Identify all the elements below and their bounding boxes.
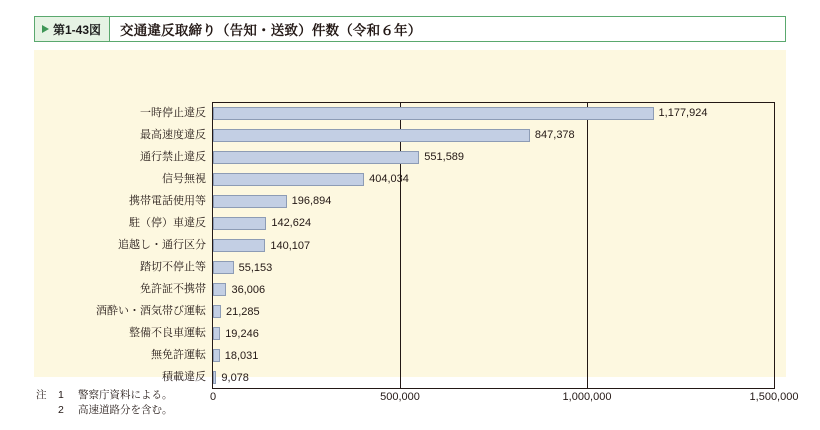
bar [213, 305, 221, 318]
note-number: 1 [58, 389, 64, 401]
figure-number-tag [35, 17, 110, 41]
note-number: 2 [58, 404, 64, 416]
note-text: 高速道路分を含む。 [78, 404, 173, 416]
category-axis-labels [34, 102, 206, 389]
category-label: 信号無視 [162, 172, 206, 185]
category-label: 駐（停）車違反 [129, 216, 206, 229]
bar-row [213, 283, 265, 296]
bar-row [213, 371, 249, 384]
bar-value-label: 140,107 [270, 239, 311, 252]
note-label: 注 [36, 389, 47, 401]
play-triangle-icon [42, 25, 49, 33]
note-line [36, 403, 173, 418]
x-tick-label: 1,000,000 [562, 391, 612, 403]
bar-value-label: 404,034 [369, 173, 409, 186]
bar-value-label: 21,285 [225, 305, 260, 318]
bar-row [213, 151, 464, 164]
bar-value-label: 19,246 [225, 327, 259, 340]
figure-notes [36, 388, 173, 418]
category-label: 積載違反 [162, 371, 206, 384]
bar-row [213, 107, 707, 120]
bar-value-label: 196,894 [291, 195, 332, 208]
bar [213, 371, 216, 384]
bar-value-label: 36,006 [231, 283, 266, 296]
bar-row [213, 327, 259, 340]
bar [213, 327, 220, 340]
bar-value-label: 1,177,924 [658, 107, 708, 120]
category-label: 踏切不停止等 [140, 261, 206, 274]
bar-series [213, 102, 774, 389]
category-label: 酒酔い・酒気帯び運転 [96, 305, 206, 318]
figure-number-label: 第1-43図 [53, 22, 102, 37]
bar-value-label: 9,078 [221, 371, 249, 384]
category-label: 最高速度違反 [140, 128, 206, 141]
bar-row [213, 261, 272, 274]
figure-title: 交通違反取締り（告知・送致）件数（令和６年） [120, 23, 422, 38]
plot-area [212, 102, 775, 389]
category-label: 携帯電話使用等 [129, 194, 206, 207]
bar-value-label: 551,589 [424, 151, 465, 164]
bar [213, 283, 226, 296]
bar [213, 129, 530, 142]
bar-row [213, 305, 260, 318]
x-tick-label: 1,500,000 [749, 391, 799, 403]
bar [213, 107, 654, 120]
note-text: 警察庁資料による。 [78, 389, 173, 401]
x-axis-tick-labels [209, 391, 799, 407]
category-label: 免許証不携帯 [140, 283, 206, 296]
bar-row [213, 195, 331, 208]
category-label: 整備不良車運転 [129, 327, 206, 340]
bar-value-label: 142,624 [271, 217, 312, 230]
x-tick-label: 500,000 [380, 391, 420, 403]
bar [213, 349, 220, 362]
bar-row [213, 173, 409, 186]
bar [213, 217, 266, 230]
bar-row [213, 239, 310, 252]
bar [213, 239, 265, 252]
category-label: 追越し・通行区分 [118, 239, 206, 251]
category-label: 無免許運転 [151, 349, 206, 362]
category-label: 一時停止違反 [140, 106, 206, 119]
bar-value-label: 847,378 [534, 129, 575, 142]
bar [213, 173, 364, 186]
figure-title-bar [34, 16, 786, 42]
bar [213, 151, 419, 164]
note-line [36, 388, 173, 403]
bar-row [213, 217, 311, 230]
category-label: 通行禁止違反 [140, 150, 206, 163]
bar-value-label: 18,031 [224, 349, 259, 362]
bar [213, 261, 234, 274]
x-tick-label: 0 [209, 391, 217, 403]
bar-value-label: 55,153 [238, 261, 273, 274]
bar-row [213, 349, 258, 362]
bar-row [213, 129, 575, 142]
bar [213, 195, 287, 208]
